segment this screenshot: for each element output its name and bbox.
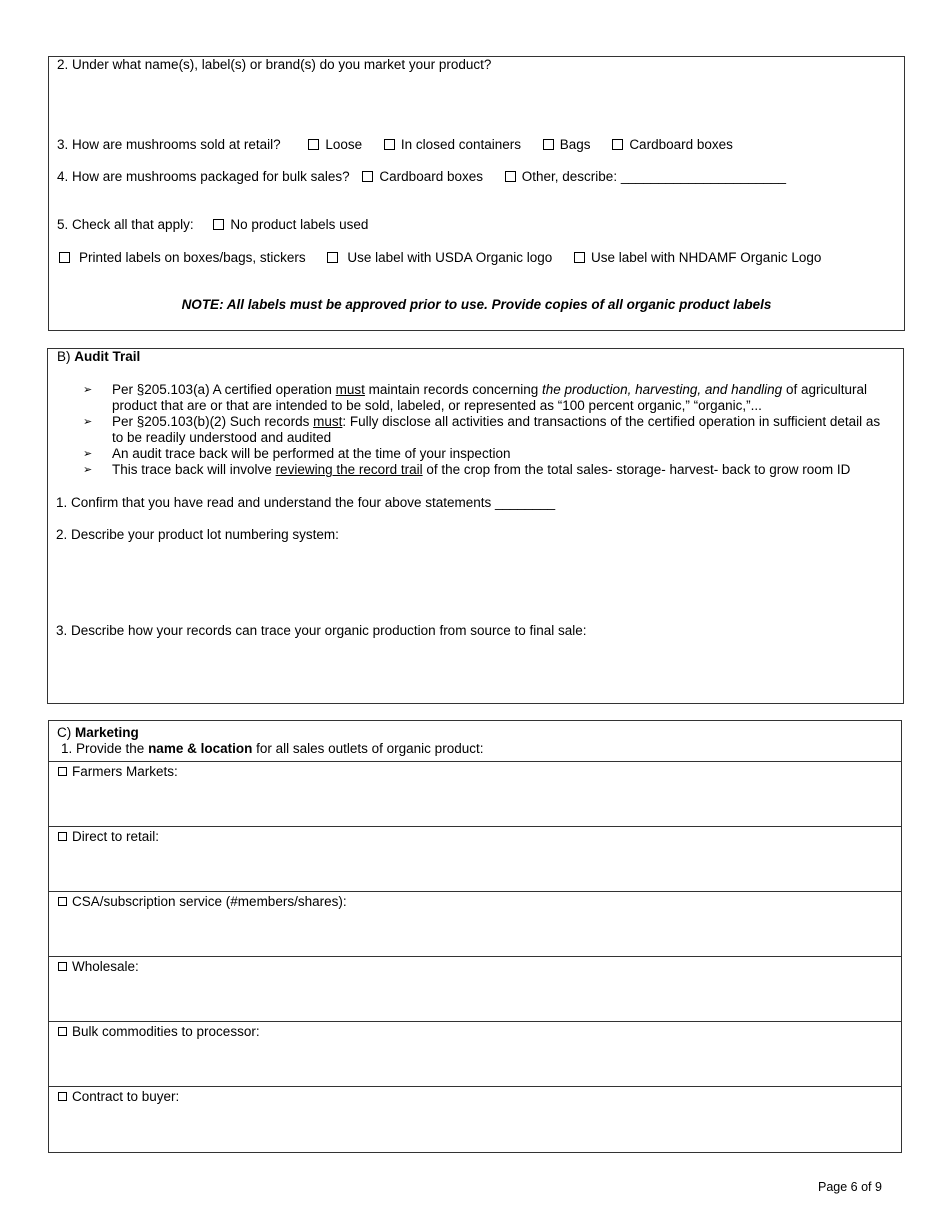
section-b-question-1: 1. Confirm that you have read and understand the four above statements ________ xyxy=(56,495,556,510)
option-usda-logo[interactable]: Use label with USDA Organic logo xyxy=(327,250,552,265)
audit-bullets xyxy=(83,382,893,478)
option-bulk-cardboard-boxes[interactable]: Cardboard boxes xyxy=(362,169,483,184)
checkbox-nhdamf-logo[interactable] xyxy=(574,252,585,263)
question-2-label: 2. Under what name(s), label(s) or brand(s) do you market your product? xyxy=(57,57,492,72)
arrow-bullet-icon: ➢ xyxy=(83,464,93,476)
section-c-instruction: 1. Provide the name & location for all sales outlets of organic product: xyxy=(61,741,484,756)
checkbox-printed-labels[interactable] xyxy=(59,252,70,263)
checkbox-retail-cardboard-boxes[interactable] xyxy=(612,139,623,150)
checkbox-bags[interactable] xyxy=(543,139,554,150)
bullet-item: ➢ This trace back will involve reviewing the record trail of the crop from the total sales- storage- harvest- back to grow room ID xyxy=(83,462,851,477)
question-4-label: 4. How are mushrooms packaged for bulk sales? xyxy=(57,169,350,184)
outlet-row-farmers-markets[interactable]: Farmers Markets: xyxy=(49,761,902,827)
bullet-item: ➢ Per §205.103(b)(2) Such records must: Fully disclose all activities and transactions of the certified operation in sufficient detail as to be readily understood and audited xyxy=(83,414,881,445)
labels-note: NOTE: All labels must be approved prior to use. Provide copies of all organic product labels xyxy=(181,297,772,312)
label-options-row xyxy=(59,250,821,265)
section-b-title: Audit Trail xyxy=(74,349,141,364)
option-retail-cardboard-boxes[interactable]: Cardboard boxes xyxy=(612,137,733,152)
outlet-row-contract-buyer[interactable]: Contract to buyer: xyxy=(49,1086,902,1152)
checkbox-bulk-cardboard-boxes[interactable] xyxy=(362,171,373,182)
outlet-row-csa[interactable]: CSA/subscription service (#members/shares): xyxy=(49,891,902,957)
section-b-heading: B) Audit Trail xyxy=(57,349,141,364)
checkbox-icon[interactable] xyxy=(58,962,67,971)
option-printed-labels[interactable]: Printed labels on boxes/bags, stickers xyxy=(59,250,306,265)
checkbox-loose[interactable] xyxy=(308,139,319,150)
question-5-row xyxy=(57,217,368,232)
checkbox-usda-logo[interactable] xyxy=(327,252,338,263)
arrow-bullet-icon: ➢ xyxy=(83,448,93,460)
option-bulk-other[interactable]: Other, describe: ______________________ xyxy=(505,169,786,184)
checkbox-icon[interactable] xyxy=(58,767,67,776)
outlet-row-wholesale[interactable]: Wholesale: xyxy=(49,956,902,1022)
option-no-labels[interactable]: No product labels used xyxy=(213,217,368,232)
checkbox-bulk-other[interactable] xyxy=(505,171,516,182)
option-nhdamf-logo[interactable]: Use label with NHDAMF Organic Logo xyxy=(574,250,821,265)
checkbox-no-labels[interactable] xyxy=(213,219,224,230)
outlet-row-direct-retail[interactable]: Direct to retail: xyxy=(49,826,902,892)
bullet-item: ➢ Per §205.103(a) A certified operation must maintain records concerning the production, harvesting, and handling of agricultural product that are or that are intended to be sold, labeled, or represented as “100 percent organic,” “organic,”... xyxy=(83,382,867,413)
question-4-row xyxy=(57,169,786,184)
arrow-bullet-icon: ➢ xyxy=(83,416,93,428)
option-closed-containers[interactable]: In closed containers xyxy=(384,137,521,152)
checkbox-icon[interactable] xyxy=(58,832,67,841)
option-loose[interactable]: Loose xyxy=(308,137,362,152)
page-number: Page 6 of 9 xyxy=(818,1180,882,1194)
question-3-label: 3. How are mushrooms sold at retail? xyxy=(57,137,281,152)
checkbox-closed-containers[interactable] xyxy=(384,139,395,150)
bullet-item: ➢ An audit trace back will be performed at the time of your inspection xyxy=(83,446,511,461)
section-b-question-2: 2. Describe your product lot numbering system: xyxy=(56,527,339,542)
option-bags[interactable]: Bags xyxy=(543,137,591,152)
checkbox-icon[interactable] xyxy=(58,897,67,906)
question-5-label: 5. Check all that apply: xyxy=(57,217,194,232)
question-3-row xyxy=(57,137,733,152)
section-c-title: Marketing xyxy=(75,725,139,740)
section-b-question-3: 3. Describe how your records can trace your organic production from source to final sale: xyxy=(56,623,587,638)
checkbox-icon[interactable] xyxy=(58,1027,67,1036)
section-c-heading: C) Marketing xyxy=(57,725,139,740)
section-a-box xyxy=(48,56,905,331)
checkbox-icon[interactable] xyxy=(58,1092,67,1101)
arrow-bullet-icon: ➢ xyxy=(83,384,93,396)
outlet-row-bulk-commodities[interactable]: Bulk commodities to processor: xyxy=(49,1021,902,1087)
